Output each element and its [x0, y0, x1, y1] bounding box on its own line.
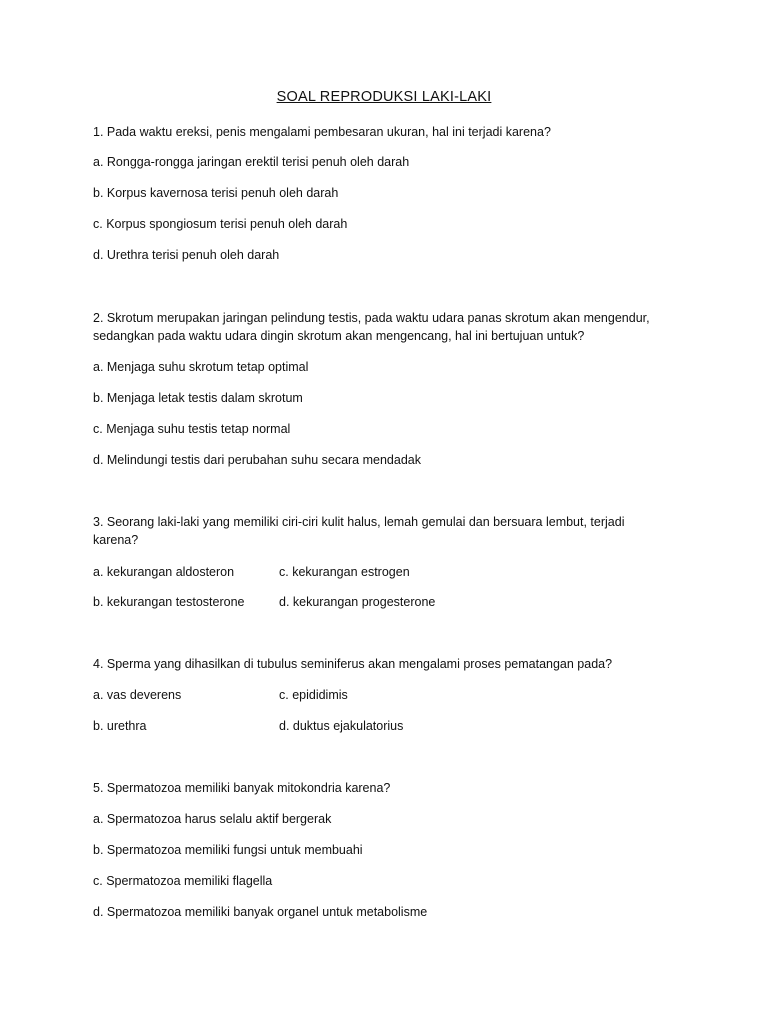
question-2-option-b: b. Menjaga letak testis dalam skrotum [93, 391, 303, 405]
question-3-text-line-2: karena? [93, 533, 139, 547]
question-4-text: 4. Sperma yang dihasilkan di tubulus seminiferus akan mengalami proses pematangan pada? [93, 657, 613, 671]
question-3-option-c: c. kekurangan estrogen [279, 565, 410, 579]
question-2-option-a: a. Menjaga suhu skrotum tetap optimal [93, 360, 309, 374]
question-1-text: 1. Pada waktu ereksi, penis mengalami pembesaran ukuran, hal ini terjadi karena? [93, 125, 551, 139]
question-3-option-b: b. kekurangan testosterone [93, 595, 245, 609]
question-3-text-line-1: 3. Seorang laki-laki yang memiliki ciri-ciri kulit halus, lemah gemulai dan bersuara lembut, terjadi [93, 515, 625, 529]
question-3-option-d: d. kekurangan progesterone [279, 595, 436, 609]
question-1-option-b: b. Korpus kavernosa terisi penuh oleh darah [93, 186, 339, 200]
page-title: SOAL REPRODUKSI LAKI-LAKI [276, 89, 492, 105]
question-2-option-d: d. Melindungi testis dari perubahan suhu secara mendadak [93, 453, 421, 467]
question-4-option-a: a. vas deverens [93, 688, 182, 702]
question-4-option-c: c. epididimis [279, 688, 348, 702]
question-4-option-d: d. duktus ejakulatorius [279, 719, 404, 733]
question-3-option-a: a. kekurangan aldosteron [93, 565, 235, 579]
question-1-option-c: c. Korpus spongiosum terisi penuh oleh darah [93, 217, 348, 231]
question-2-option-c: c. Menjaga suhu testis tetap normal [93, 422, 291, 436]
question-1-option-a: a. Rongga-rongga jaringan erektil terisi penuh oleh darah [93, 155, 410, 169]
question-4-option-b: b. urethra [93, 719, 147, 733]
question-5-option-d: d. Spermatozoa memiliki banyak organel untuk metabolisme [93, 905, 428, 919]
question-5-option-c: c. Spermatozoa memiliki flagella [93, 874, 273, 888]
question-2-text-line-2: sedangkan pada waktu udara dingin skrotum akan mengencang, hal ini bertujuan untuk? [93, 329, 585, 343]
question-2-text-line-1: 2. Skrotum merupakan jaringan pelindung testis, pada waktu udara panas skrotum akan mengendur, [93, 311, 650, 325]
question-5-option-b: b. Spermatozoa memiliki fungsi untuk membuahi [93, 843, 363, 857]
question-5-text: 5. Spermatozoa memiliki banyak mitokondria karena? [93, 781, 391, 795]
question-5-option-a: a. Spermatozoa harus selalu aktif bergerak [93, 812, 332, 826]
question-1-option-d: d. Urethra terisi penuh oleh darah [93, 248, 280, 262]
